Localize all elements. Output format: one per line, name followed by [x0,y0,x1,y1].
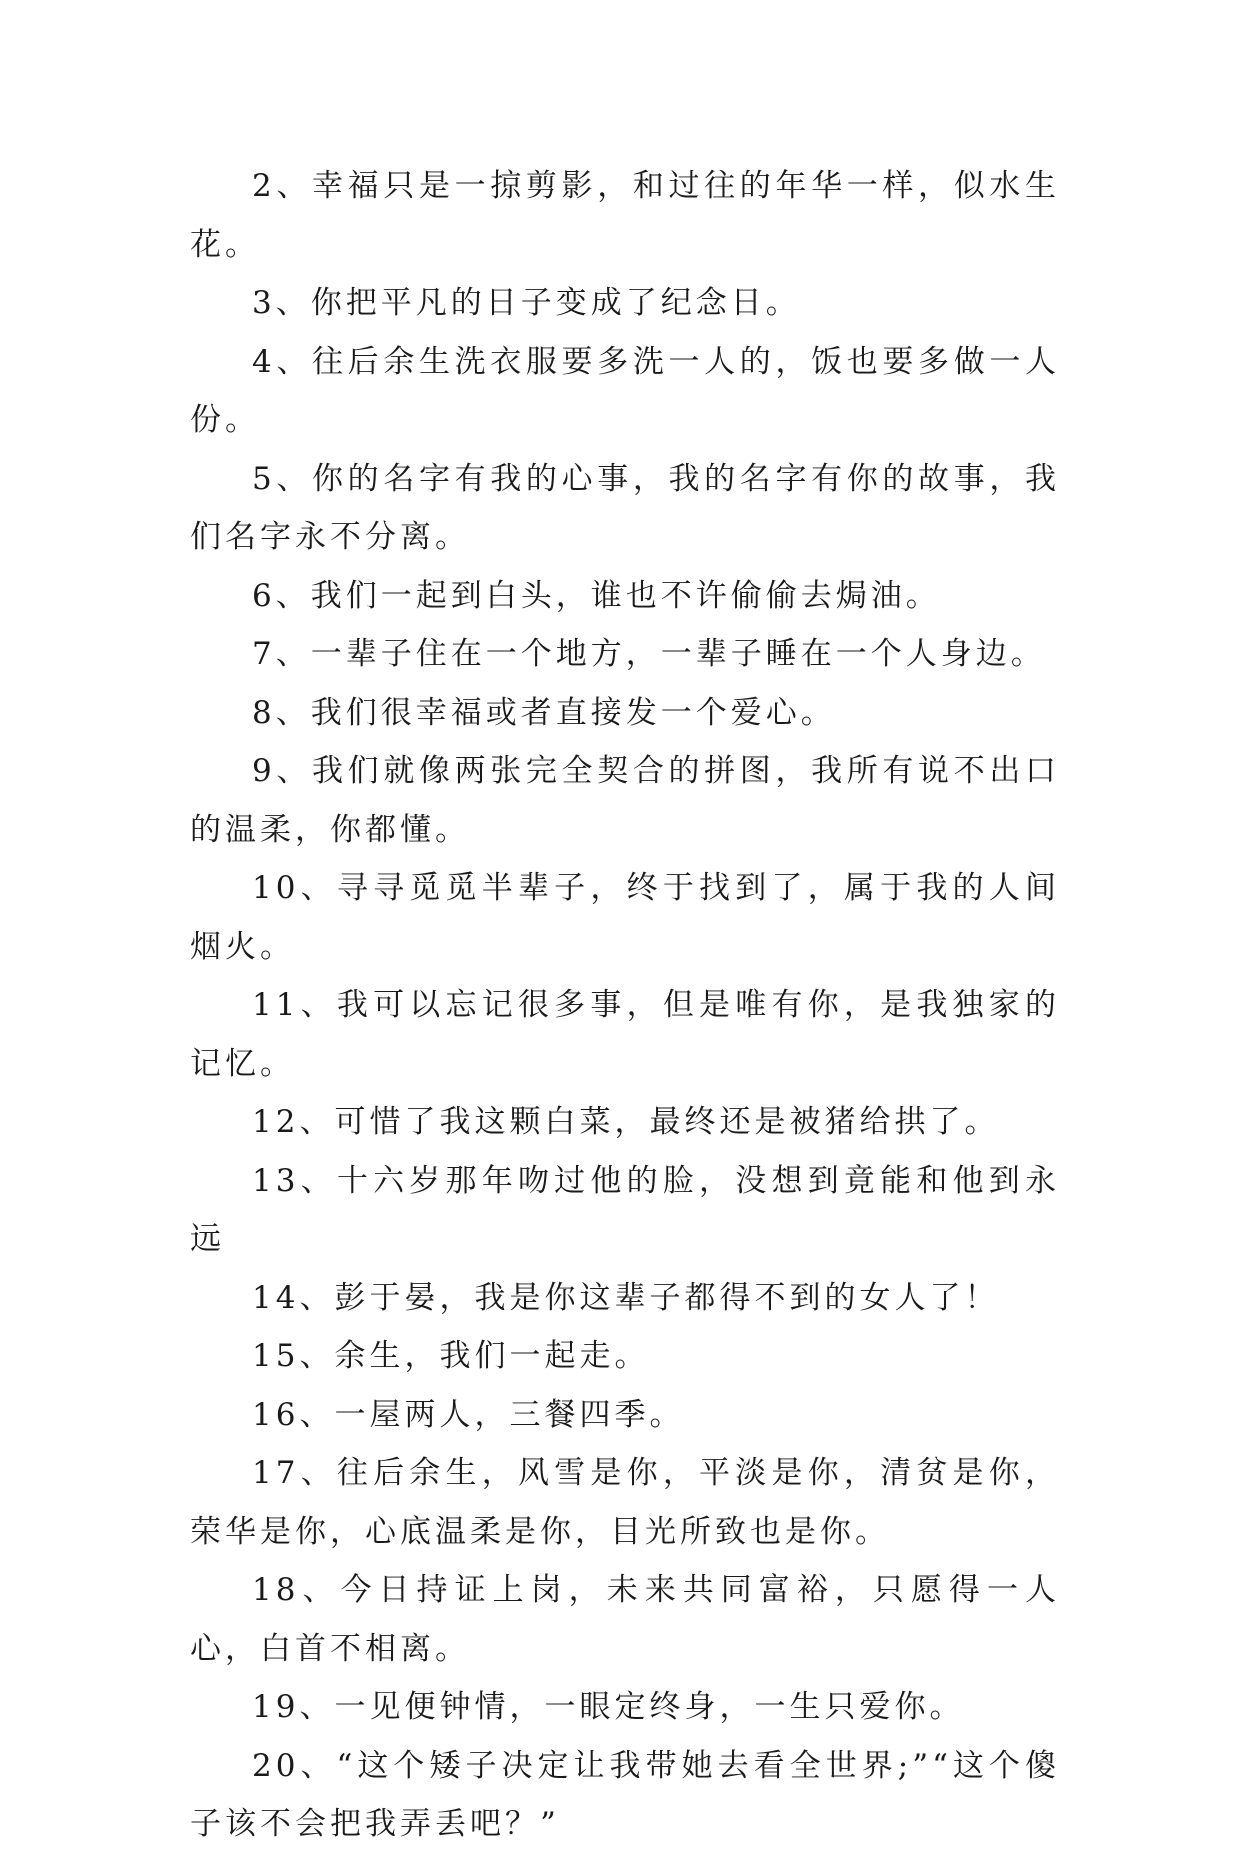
paragraph-18: 18、今日持证上岗，未来共同富裕，只愿得一人心，白首不相离。 [190,1572,1060,1667]
paragraph-17: 17、往后余生，风雪是你，平淡是你，清贫是你，荣华是你，心底温柔是你，目光所致也是你。 [190,1455,1060,1550]
document-body [190,157,1060,1854]
paragraph-14: 14、彭于晏，我是你这辈子都得不到的女人了！ [252,1279,1000,1316]
paragraph-3: 3、你把平凡的日子变成了纪念日。 [252,285,801,321]
paragraph-16: 16、一屋两人，三餐四季。 [252,1396,685,1433]
paragraph-20: 20、“这个矮子决定让我带她去看全世界;”“这个傻子该不会把我弄丢吧？” [190,1747,1060,1842]
paragraph-8: 8、我们很幸福或者直接发一个爱心。 [252,694,836,731]
paragraph-15: 15、余生，我们一起走。 [252,1338,650,1374]
paragraph-10: 10、寻寻觅觅半辈子，终于找到了，属于我的人间烟火。 [190,870,1060,965]
paragraph-5: 5、你的名字有我的心事，我的名字有你的故事，我们名字永不分离。 [190,460,1060,555]
paragraph-4: 4、往后余生洗衣服要多洗一人的，饭也要多做一人份。 [190,343,1060,438]
paragraph-19: 19、一见便钟情，一眼定终身，一生只爱你。 [252,1689,965,1725]
paragraph-12: 12、可惜了我这颗白菜，最终还是被猪给拱了。 [252,1104,1000,1140]
paragraph-9: 9、我们就像两张完全契合的拼图，我所有说不出口的温柔，你都懂。 [190,753,1060,848]
paragraph-7: 7、一辈子住在一个地方，一辈子睡在一个人身边。 [252,636,1046,672]
paragraph-6: 6、我们一起到白头，谁也不许偷偷去焗油。 [252,577,941,614]
paragraph-13: 13、十六岁那年吻过他的脸，没想到竟能和他到永远 [190,1162,1060,1257]
paragraph-2: 2、幸福只是一掠剪影，和过往的年华一样，似水生花。 [190,168,1060,263]
paragraph-11: 11、我可以忘记很多事，但是唯有你，是我独家的记忆。 [190,987,1060,1082]
